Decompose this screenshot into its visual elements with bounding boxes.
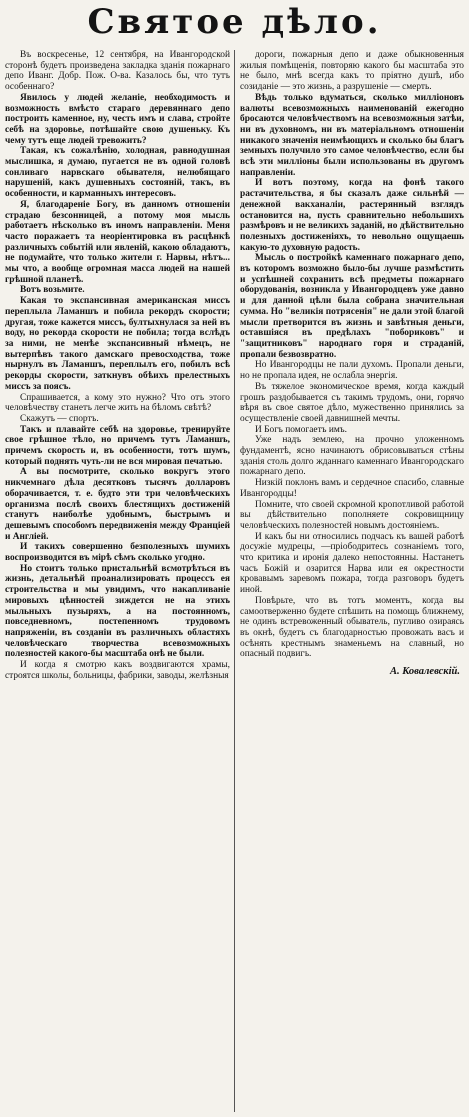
article-paragraph: Скажутъ — спортъ. bbox=[20, 413, 99, 424]
article-paragraph: Помните, что своей скромной кропотливой работой вы дѣйствительно пополняете сокровищницу человѣческихъ полезностей новымъ достояніемъ. bbox=[240, 499, 464, 531]
article-paragraph: Уже надъ землею, на прочно уложенномъ фундаментѣ, ясно начинаютъ обрисовываться стѣны зданія столь долго жданнаго каменнаго Ивангородскаго пожарнаго депо. bbox=[240, 435, 464, 478]
article-paragraph: Въ тяжелое экономическое время, когда каждый грошъ раздобывается съ такимъ трудомъ, они, горячо вѣря въ свое святое дѣло, мужественно принялись за осуществленіе своей давнишней мечты. bbox=[240, 381, 464, 424]
article-paragraph: Въ воскресенье, 12 сентября, на Ивангородской сторонѣ будетъ произведена закладка зданія пожарнаго депо Иванг. Добр. Пож. О-ва. Казалось бы, что тутъ особеннаго? bbox=[5, 50, 230, 93]
article-paragraph: Низкій поклонъ вамъ и сердечное спасибо, славные Ивангородцы! bbox=[240, 478, 464, 499]
article-paragraph: Но Ивангородцы не пали духомъ. Пропали деньги, но не пропала идея, не ослабла энергія. bbox=[240, 360, 464, 382]
right-column bbox=[240, 50, 464, 1110]
article-paragraph: Я, благодареніе Богу, въ данномъ отношеніи страдаю безсонницей, а потому моя мысль работаетъ нѣсколько въ иномъ направленіи. Меня часто поражаетъ та неоріентировка въ расцѣнкѣ различныхъ событій или явленій, какою обладаютъ, не подумайте, что только жители г. Нарвы, нѣтъ... мы что, а вообще огромная масса людей на нашей грѣшной планетѣ. bbox=[5, 199, 230, 285]
article-paragraph: И Богъ помогаетъ имъ. bbox=[255, 424, 347, 435]
article-paragraph: Повѣрьте, что въ тотъ моментъ, когда вы самоотверженно будете спѣшить на помощь ближнему, не одинъ встревоженный обыватель, пугливо озираясь въ окнѣ, будетъ съ благодарностью провожать васъ и осѣнять крестнымъ знаменьемъ на славный, но опасный подвигъ. bbox=[240, 595, 464, 660]
author-signature: А. Ковалевскій. bbox=[389, 666, 460, 678]
article-paragraph: Спрашивается, а кому это нужно? Что отъ этого человѣчеству станетъ легче жить на бѣломъ свѣтѣ? bbox=[5, 392, 230, 414]
article-paragraph: Такая, къ сожалѣнію, холодная, равнодушная мыслишка, я думаю, пугается не въ одной головѣ сонливаго нарвскаго обывателя, нелюбящаго нарушеній, какъ душевныхъ состояній, такъ, въ особенности, и карманныхъ интересовъ. bbox=[5, 146, 230, 200]
article-paragraph: Вѣдь только вдуматься, сколько милліоновъ валюты всевозможныхъ наименованій ежегодно бросаются человѣчествомъ на всевозможныя затѣи, ни въ духовномъ, ни въ матеріальномъ отношеніи никакого значенія неимѣющихъ и сколько бы благъ земныхъ получило это самое человѣчество, если бы всѣ эти милліоны были использованы въ другомъ направленіи. bbox=[240, 92, 464, 178]
column-divider bbox=[234, 50, 235, 1112]
article-paragraph: дороги, пожарныя депо и даже обыкновенныя жилыя помѣщенія, повторяю какого бы масштаба это не было, мнѣ всегда какъ то пріятно душѣ, ибо созиданіе — это жизнь, а разрушеніе — смерть. bbox=[240, 50, 464, 93]
article-paragraph: Но стоитъ только пристальнѣй всмотрѣться въ жизнь, детальнѣй проанализировать процессъ ея строительства и мы увидимъ, что накапливаніе мировыхъ цѣнностей зиждется не на этихъ мыльныхъ пузыряхъ, а на постоянномъ, повседневномъ, постепенномъ трудовомъ напряженіи, въ созданіи въ различныхъ областяхъ человѣческаго творчества всевозможныхъ полезностей какого-бы масштаба онѣ не были. bbox=[5, 563, 230, 660]
article-paragraph: Вотъ возьмите. bbox=[20, 285, 85, 296]
article-paragraph: И когда я смотрю какъ воздвигаются храмы, строятся школы, больницы, фабрики, заводы, желѣзныя bbox=[5, 660, 230, 681]
article-paragraph: И вотъ поэтому, когда на фонѣ такого растачительства, я бы сказалъ даже сильнѣй — денежной вакханаліи, растерянный взглядъ остановится на, пусть сравнительно небольшихъ размѣровъ и не великихъ заданій, но дѣйствительно полезныхъ достиженіяхъ, то невольно ощущаешь какую-то духовную радость. bbox=[240, 178, 464, 253]
article-paragraph: Такъ и плавайте себѣ на здоровье, тренируйте свое грѣшное тѣло, но причемъ тутъ Ламаншъ, причемъ скорость и, въ особенности, тотъ шумъ, который поднять чуть-ли не вся мировая печатью. bbox=[5, 424, 230, 467]
article-paragraph: И какъ бы ни относились подчасъ къ вашей работѣ досужіе мудрецы, —пріободритесь сознаніемъ того, что критика и иронія далеко непостоянны. Настанетъ часъ Божій и озарится Нарва или ея окрестности кровавымъ заревомъ пожара, тогда разговоръ будетъ иной. bbox=[240, 531, 464, 596]
article-paragraph: Какая то экспансивная американская миссъ переплыла Ламаншъ и побила рекордъ скорости; другая, тоже кажется миссъ, бултыхнулася за ней въ воду, но рекорда скорости не побила; тогда вслѣдъ за ними, не менѣе экспансивный нѣмецъ, не вытерпѣвъ такого дамскаго превосходства, тоже нырнулъ въ Ламаншъ, переплылъ его, побилъ всѣ рекорды скорости, заткнувъ обѣихъ прелестныхъ миссъ за поясъ. bbox=[5, 296, 230, 392]
article-title: Святое дѣло. bbox=[87, 2, 382, 42]
article-paragraph: Явилось у людей желаніе, необходимость и возможность вмѣсто стараго деревяннаго депо построить каменное, ну, честь имъ и слава, стройте себѣ на здоровье, потѣшайте свою душеньку. Къ чему тутъ еще людей тревожить? bbox=[5, 92, 230, 146]
article-paragraph: И такихъ совершенно безполезныхъ шумихъ воспроизводится въ мірѣ сѣмъ сколько угодно. bbox=[5, 542, 230, 564]
article-paragraph: А вы посмотрите, сколько вокругъ этого никчемнаго дѣла десятковъ тысячъ долларовъ оборачивается, т. е. будто эти три человѣческихъ организма послѣ своихъ блестящихъ достиженій станутъ наиболѣе удобнымъ, быстрымъ и дешевымъ способомъ передвиженія между Франціей и Англіей. bbox=[5, 467, 230, 542]
article-paragraph: Мысль о постройкѣ каменнаго пожарнаго депо, въ которомъ возможно было-бы лучше размѣстить и успѣшней сохранить всѣ предметы пожарнаго оборудованія, возникла у Ивангородцевъ уже давно и для данной цѣли была собрана значительная сумма. Но "великія потрясенія" не дали этой благой мысли претворится въ жизнь и завѣтныя деньги, оставшіяся въ предѣлахъ "побориковъ" и "защитниковъ" народнаго горя и страданій, пропали безвозвратно. bbox=[240, 253, 464, 360]
left-column bbox=[5, 50, 230, 1110]
